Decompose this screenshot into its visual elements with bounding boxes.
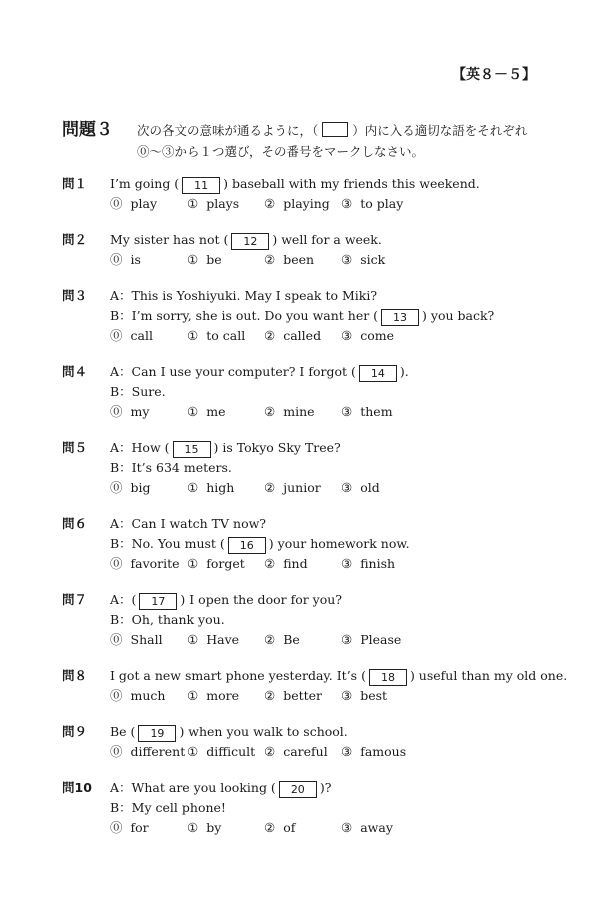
choices xyxy=(110,630,570,650)
question-5 xyxy=(62,438,570,498)
text-part: A：( xyxy=(110,592,137,607)
question-number: 問１ xyxy=(62,176,88,191)
text-part: B：No. You must ( xyxy=(110,536,225,551)
question-number: 問６ xyxy=(62,516,88,531)
question-list xyxy=(62,174,570,854)
choice-0: ⓪ play xyxy=(110,196,158,211)
choice-2: ② junior xyxy=(264,480,321,495)
text-part: ) you back? xyxy=(422,308,495,323)
choice-0: ⓪ different xyxy=(110,744,186,759)
choice-3: ③ Please xyxy=(341,632,402,647)
choice-1: ① me xyxy=(187,404,226,419)
choices xyxy=(110,250,570,270)
answer-blank: 18 xyxy=(369,669,407,686)
instructions-line2: ⓪〜③から１つ選び，その番号をマークしなさい。 xyxy=(137,144,425,159)
dialogue-line-b: B：Sure. xyxy=(110,384,166,399)
question-8 xyxy=(62,666,570,706)
text-part: A：What are you looking ( xyxy=(110,780,276,795)
dialogue-line-b: B：My cell phone! xyxy=(110,800,226,815)
question-number: 問３ xyxy=(62,288,88,303)
instructions-line1-post: ）内に入る適切な語をそれぞれ xyxy=(352,123,528,138)
section-label: 問題３ xyxy=(62,120,113,140)
choice-2: ② called xyxy=(264,328,322,343)
choices xyxy=(110,478,570,498)
answer-blank: 20 xyxy=(279,781,317,798)
answer-blank: 15 xyxy=(173,441,211,458)
question-3 xyxy=(62,286,570,346)
choice-1: ① difficult xyxy=(187,744,256,759)
dialogue-line-a: A：Can I watch TV now? xyxy=(110,516,266,531)
text-part: I got a new smart phone yesterday. It’s ( xyxy=(110,668,366,683)
question-text xyxy=(110,174,570,194)
choice-0: ⓪ Shall xyxy=(110,632,163,647)
question-6 xyxy=(62,514,570,574)
text-part: My sister has not ( xyxy=(110,232,229,247)
text-part: ) your homework now. xyxy=(268,536,410,551)
choices xyxy=(110,554,570,574)
choice-3: ③ sick xyxy=(341,252,386,267)
choice-2: ② careful xyxy=(264,744,328,759)
question-7 xyxy=(62,590,570,650)
dialogue-line-b: B：It’s 634 meters. xyxy=(110,460,232,475)
choices xyxy=(110,686,570,706)
dialogue-line-a xyxy=(110,438,570,458)
answer-blank: 16 xyxy=(228,537,266,554)
choice-1: ① to call xyxy=(187,328,246,343)
answer-blank: 12 xyxy=(231,233,269,250)
text-part: ) useful than my old one. xyxy=(409,668,568,683)
page-id: 【英８－５】 xyxy=(452,67,536,83)
question-number: 問２ xyxy=(62,232,88,247)
choice-3: ③ them xyxy=(341,404,393,419)
choice-0: ⓪ my xyxy=(110,404,150,419)
question-9 xyxy=(62,722,570,762)
answer-blank: 13 xyxy=(381,309,419,326)
choice-1: ① Have xyxy=(187,632,240,647)
text-part: A：How ( xyxy=(110,440,170,455)
question-text xyxy=(110,722,570,742)
dialogue-line-a xyxy=(110,778,570,798)
choice-1: ① high xyxy=(187,480,235,495)
question-number: 問５ xyxy=(62,440,88,455)
choice-3: ③ away xyxy=(341,820,393,835)
text-part: A：Can I use your computer? I forgot ( xyxy=(110,364,356,379)
choice-2: ② better xyxy=(264,688,323,703)
blank-box-example xyxy=(322,122,348,137)
choice-2: ② find xyxy=(264,556,308,571)
answer-blank: 14 xyxy=(359,365,397,382)
choice-1: ① be xyxy=(187,252,222,267)
question-2 xyxy=(62,230,570,270)
question-number: 問10 xyxy=(62,780,92,795)
choice-0: ⓪ for xyxy=(110,820,149,835)
choice-3: ③ to play xyxy=(341,196,404,211)
choice-1: ① more xyxy=(187,688,239,703)
choice-2: ② mine xyxy=(264,404,315,419)
section-header xyxy=(62,120,560,162)
instructions-line1-pre: 次の各文の意味が通るように，（ xyxy=(137,123,319,138)
choice-1: ① forget xyxy=(187,556,245,571)
choice-2: ② playing xyxy=(264,196,330,211)
choice-0: ⓪ is xyxy=(110,252,141,267)
choices xyxy=(110,742,570,762)
dialogue-line-a: A：This is Yoshiyuki. May I speak to Miki? xyxy=(110,288,378,303)
dialogue-line-b xyxy=(110,534,570,554)
text-part: ) I open the door for you? xyxy=(180,592,343,607)
choices xyxy=(110,194,570,214)
choice-3: ③ old xyxy=(341,480,380,495)
question-number: 問９ xyxy=(62,724,88,739)
choice-3: ③ come xyxy=(341,328,394,343)
dialogue-line-b: B：Oh, thank you. xyxy=(110,612,225,627)
answer-blank: 19 xyxy=(138,725,176,742)
choices xyxy=(110,818,570,838)
choice-3: ③ best xyxy=(341,688,388,703)
choice-0: ⓪ favorite xyxy=(110,556,180,571)
text-part: B：I’m sorry, she is out. Do you want her ( xyxy=(110,308,379,323)
choice-0: ⓪ big xyxy=(110,480,151,495)
text-part: ) well for a week. xyxy=(272,232,382,247)
choices xyxy=(110,326,570,346)
choice-0: ⓪ much xyxy=(110,688,166,703)
dialogue-line-a xyxy=(110,590,570,610)
question-4 xyxy=(62,362,570,422)
question-text xyxy=(110,230,570,250)
text-part: ) when you walk to school. xyxy=(179,724,348,739)
question-text xyxy=(110,666,570,686)
choice-1: ① by xyxy=(187,820,222,835)
dialogue-line-b xyxy=(110,306,570,326)
question-number: 問７ xyxy=(62,592,88,607)
text-part: )? xyxy=(319,780,332,795)
text-part: ) is Tokyo Sky Tree? xyxy=(213,440,341,455)
answer-blank: 11 xyxy=(182,177,220,194)
question-10 xyxy=(62,778,570,838)
choice-3: ③ famous xyxy=(341,744,407,759)
question-number: 問４ xyxy=(62,364,88,379)
choices xyxy=(110,402,570,422)
text-part: ) baseball with my friends this weekend. xyxy=(223,176,480,191)
dialogue-line-a xyxy=(110,362,570,382)
instructions xyxy=(137,120,527,162)
text-part: ). xyxy=(399,364,409,379)
choice-3: ③ finish xyxy=(341,556,396,571)
answer-blank: 17 xyxy=(139,593,177,610)
question-number: 問８ xyxy=(62,668,88,683)
text-part: I’m going ( xyxy=(110,176,180,191)
choice-2: ② been xyxy=(264,252,315,267)
choice-0: ⓪ call xyxy=(110,328,153,343)
choice-2: ② of xyxy=(264,820,296,835)
choice-1: ① plays xyxy=(187,196,240,211)
question-1 xyxy=(62,174,570,214)
text-part: Be ( xyxy=(110,724,136,739)
choice-2: ② Be xyxy=(264,632,300,647)
